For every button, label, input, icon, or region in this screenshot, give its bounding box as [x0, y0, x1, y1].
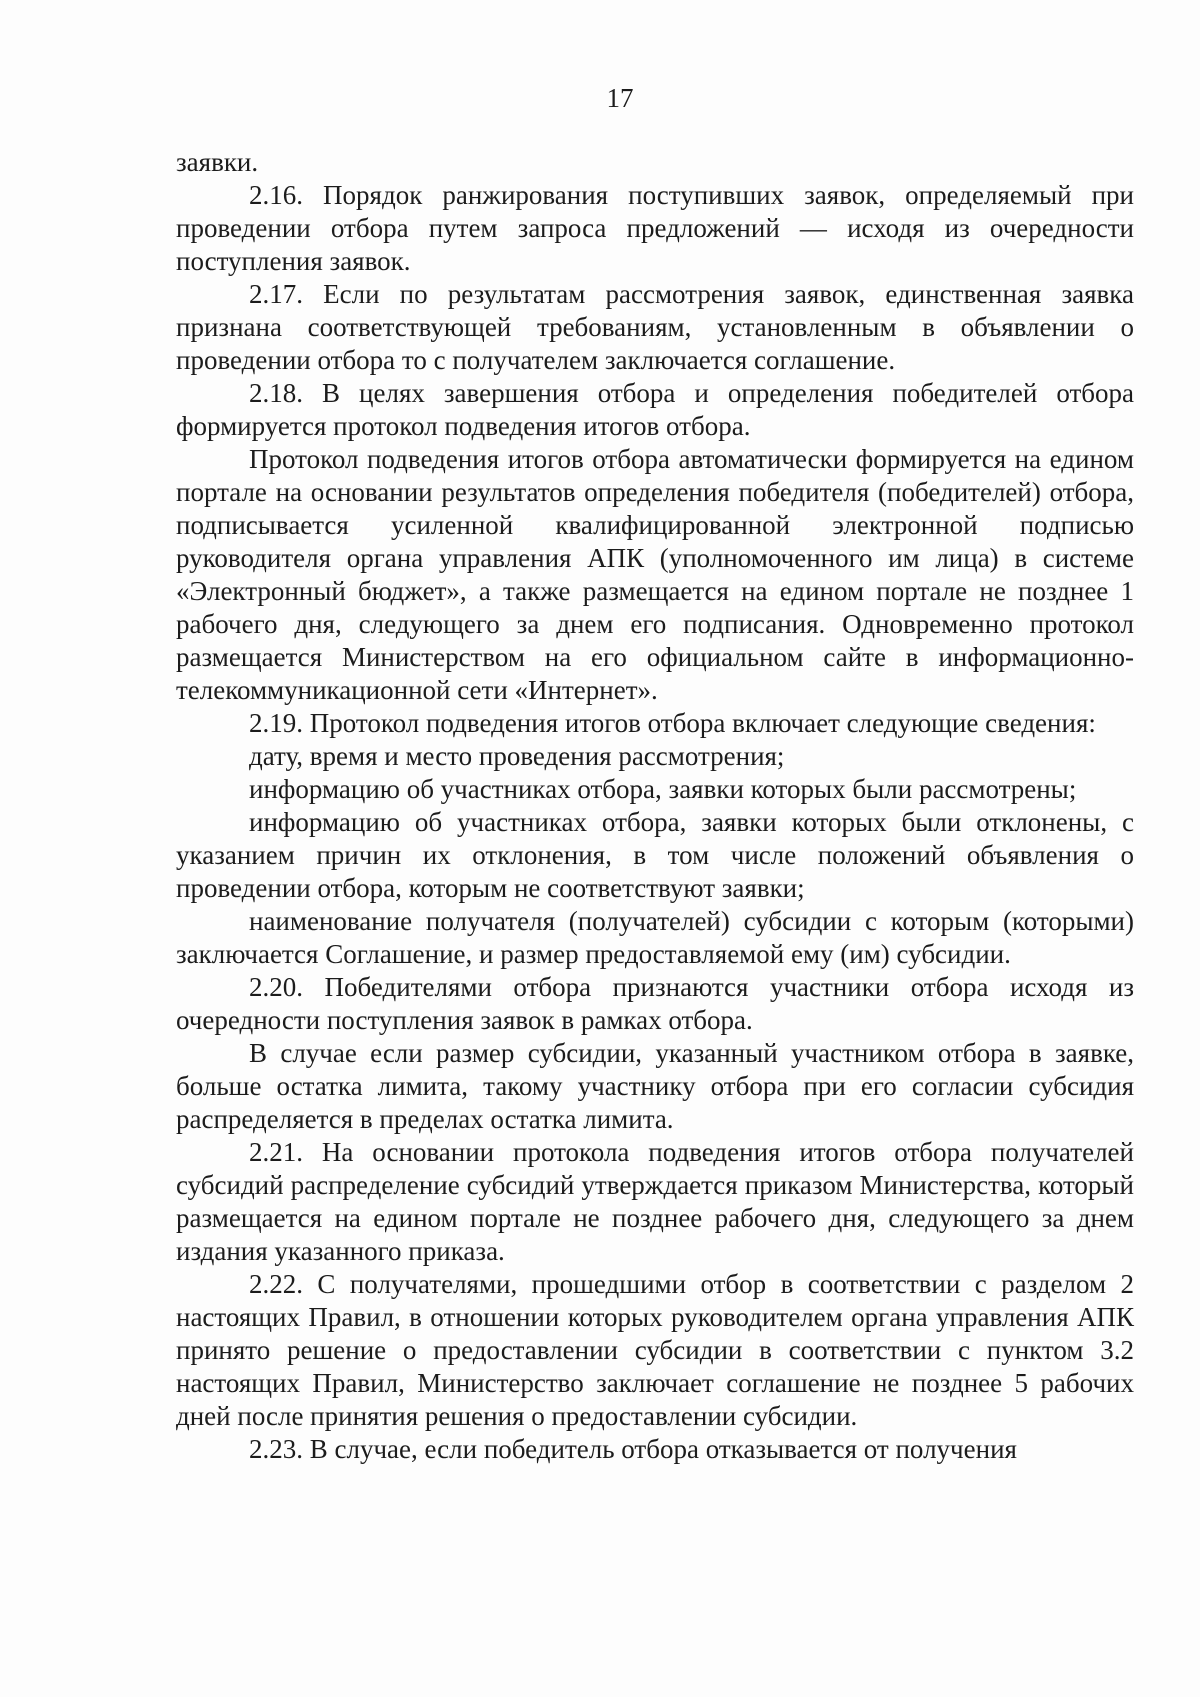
document-body	[176, 146, 1134, 1466]
paragraph: заявки.	[176, 147, 259, 177]
list-item: наименование получателя (получателей) субсидии с которым (которыми) заключается Соглашение, и размер предоставляемой ему (им) субсидии.	[176, 906, 1134, 969]
paragraph: 2.16. Порядок ранжирования поступивших заявок, определяемый при проведении отбора путем запроса предложений — исходя из очередности поступления заявок.	[176, 180, 1134, 276]
paragraph: 2.17. Если по результатам рассмотрения заявок, единственная заявка признана соответствующей требованиям, установленным в объявлении о проведении отбора то с получателем заключается соглашение.	[176, 279, 1134, 375]
paragraph: 2.22. С получателями, прошедшими отбор в соответствии с разделом 2 настоящих Правил, в отношении которых руководителем органа управления АПК принято решение о предоставлении субсидии в соответствии с пунктом 3.2 настоящих Правил, Министерство заключает соглашение не позднее 5 рабочих дней после принятия решения о предоставлении субсидии.	[176, 1269, 1134, 1431]
page-number: 17	[606, 83, 634, 113]
paragraph: В случае если размер субсидии, указанный участником отбора в заявке, больше остатка лимита, такому участнику отбора при его согласии субсидия распределяется в пределах остатка лимита.	[176, 1038, 1134, 1134]
paragraph: 2.19. Протокол подведения итогов отбора включает следующие сведения:	[249, 708, 1096, 738]
paragraph: 2.23. В случае, если победитель отбора отказывается от получения	[249, 1434, 1017, 1464]
list-item: информацию об участниках отбора, заявки которых были отклонены, с указанием причин их отклонения, в том числе положений объявления о проведении отбора, которым не соответствуют заявки;	[176, 807, 1134, 903]
paragraph: Протокол подведения итогов отбора автоматически формируется на едином портале на основании результатов определения победителя (победителей) отбора, подписывается усиленной квалифицированной электронной подписью руководителя органа управления АПК (уполномоченного им лица) в системе «Электронный бюджет», а также размещается на едином портале не позднее 1 рабочего дня, следующего за днем его подписания. Одновременно протокол размещается Министерством на его официальном сайте в информационно-телекоммуникационной сети «Интернет».	[176, 444, 1134, 705]
list-item: дату, время и место проведения рассмотрения;	[249, 741, 785, 771]
paragraph: 2.20. Победителями отбора признаются участники отбора исходя из очередности поступления заявок в рамках отбора.	[176, 972, 1134, 1035]
list-item: информацию об участниках отбора, заявки которых были рассмотрены;	[249, 774, 1077, 804]
paragraph: 2.21. На основании протокола подведения итогов отбора получателей субсидий распределение субсидий утверждается приказом Министерства, который размещается на едином портале не позднее рабочего дня, следующего за днем издания указанного приказа.	[176, 1137, 1134, 1266]
paragraph: 2.18. В целях завершения отбора и определения победителей отбора формируется протокол подведения итогов отбора.	[176, 378, 1134, 441]
